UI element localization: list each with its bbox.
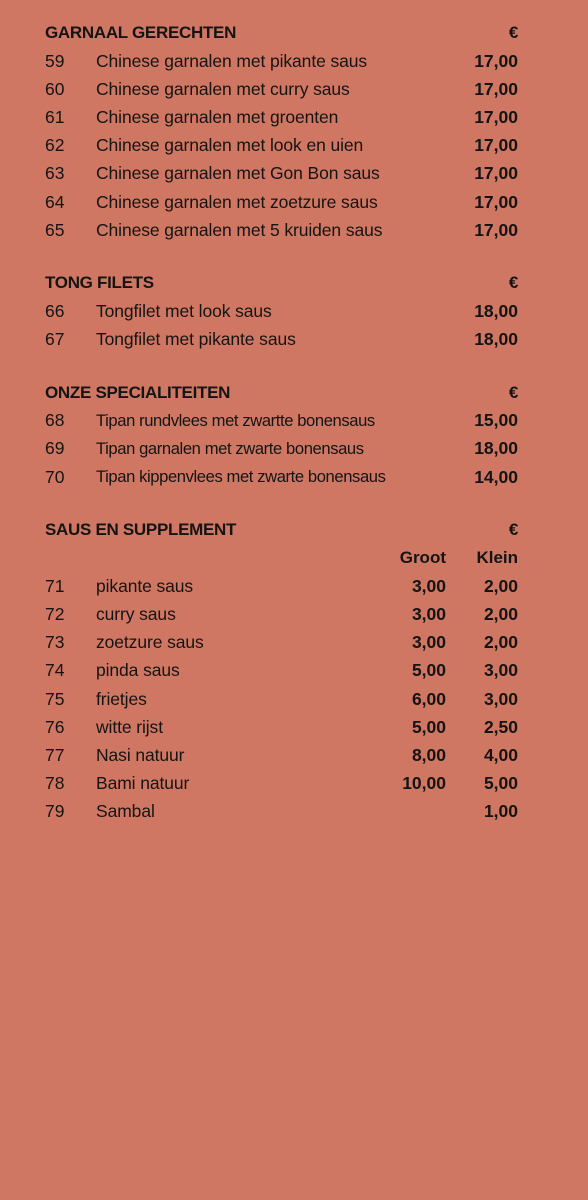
item-name: Chinese garnalen met 5 kruiden saus <box>96 219 383 240</box>
item-name: Tipan garnalen met zwarte bonensaus <box>96 438 364 458</box>
item-name: Sambal <box>96 801 155 822</box>
item-name: pinda saus <box>96 660 180 681</box>
item-name: Chinese garnalen met Gon Bon saus <box>96 163 380 184</box>
column-header-groot: Groot <box>399 548 446 568</box>
item-number: 71 <box>45 575 65 596</box>
supplement-item <box>45 770 518 798</box>
menu-item <box>45 132 518 160</box>
item-name: Chinese garnalen met curry saus <box>96 78 350 99</box>
item-number: 78 <box>45 773 65 794</box>
menu-page <box>45 19 518 851</box>
price-klein: 2,00 <box>483 604 518 625</box>
item-name: pikante saus <box>96 575 194 596</box>
price-groot: 3,00 <box>411 604 446 625</box>
price-klein: 1,00 <box>483 801 518 822</box>
item-name: Bami natuur <box>96 773 190 794</box>
item-name: Chinese garnalen met groenten <box>96 106 339 127</box>
currency-symbol: € <box>508 23 518 42</box>
item-price: 17,00 <box>474 78 518 99</box>
item-number: 79 <box>45 801 65 822</box>
item-name: witte rijst <box>96 716 163 737</box>
price-klein: 3,00 <box>483 688 518 709</box>
section-saus-en-supplement <box>45 516 518 826</box>
item-price: 18,00 <box>474 329 518 350</box>
menu-item <box>45 463 518 491</box>
item-name: frietjes <box>96 688 147 709</box>
price-klein: 2,00 <box>483 632 518 653</box>
price-klein: 2,00 <box>483 575 518 596</box>
supplement-item <box>45 572 518 600</box>
item-name: zoetzure saus <box>96 632 204 653</box>
menu-item <box>45 326 518 354</box>
price-klein: 5,00 <box>483 773 518 794</box>
item-number: 72 <box>45 604 65 625</box>
section-title: GARNAAL GERECHTEN <box>45 23 237 42</box>
price-groot: 5,00 <box>411 660 446 681</box>
item-name: Chinese garnalen met look en uien <box>96 135 364 156</box>
menu-item <box>45 435 518 463</box>
item-number: 77 <box>45 744 65 765</box>
item-name: Tongfilet met pikante saus <box>96 329 296 350</box>
supplement-item <box>45 741 518 769</box>
price-groot: 3,00 <box>411 575 446 596</box>
item-number: 59 <box>45 50 65 71</box>
item-price: 17,00 <box>474 191 518 212</box>
supplement-item <box>45 657 518 685</box>
menu-item <box>45 160 518 188</box>
item-number: 76 <box>45 716 65 737</box>
item-name: Tipan rundvlees met zwartte bonensaus <box>96 410 375 430</box>
item-number: 66 <box>45 300 65 321</box>
section-title: TONG FILETS <box>45 273 154 293</box>
size-column-headers <box>45 544 518 572</box>
item-price: 17,00 <box>474 106 518 127</box>
item-price: 17,00 <box>474 135 518 156</box>
currency-symbol: € <box>508 273 518 293</box>
item-price: 17,00 <box>474 163 518 184</box>
menu-item <box>45 47 518 75</box>
item-price: 18,00 <box>474 300 518 321</box>
price-groot: 6,00 <box>411 688 446 709</box>
menu-item <box>45 75 518 103</box>
item-price: 17,00 <box>474 219 518 240</box>
item-name: Chinese garnalen met zoetzure saus <box>96 191 378 212</box>
item-name: curry saus <box>96 604 176 625</box>
supplement-item <box>45 798 518 826</box>
item-name: Chinese garnalen met pikante saus <box>96 50 368 71</box>
item-number: 68 <box>45 410 65 431</box>
item-number: 75 <box>45 688 65 709</box>
item-number: 65 <box>45 219 65 240</box>
item-name: Tongfilet met look saus <box>96 300 272 321</box>
section-garnaal-gerechten <box>45 19 518 244</box>
menu-item <box>45 188 518 216</box>
currency-symbol: € <box>508 382 518 402</box>
item-name: Nasi natuur <box>96 744 185 765</box>
section-title: SAUS EN SUPPLEMENT <box>45 520 237 540</box>
section-header <box>45 269 518 297</box>
price-groot: 8,00 <box>411 744 446 765</box>
item-price: 14,00 <box>474 466 518 487</box>
supplement-item <box>45 600 518 628</box>
section-header <box>45 19 518 47</box>
item-number: 70 <box>45 466 65 487</box>
item-number: 60 <box>45 78 65 99</box>
column-header-klein: Klein <box>476 548 518 568</box>
supplement-item <box>45 713 518 741</box>
item-number: 64 <box>45 191 65 212</box>
section-header <box>45 379 518 407</box>
item-number: 74 <box>45 660 65 681</box>
item-number: 63 <box>45 163 65 184</box>
item-name: Tipan kippenvlees met zwarte bonensaus <box>96 467 386 487</box>
item-price: 17,00 <box>474 50 518 71</box>
item-number: 67 <box>45 329 65 350</box>
item-number: 73 <box>45 632 65 653</box>
price-klein: 3,00 <box>483 660 518 681</box>
supplement-item <box>45 629 518 657</box>
price-klein: 4,00 <box>483 744 518 765</box>
section-header <box>45 516 518 544</box>
price-groot: 10,00 <box>402 773 446 794</box>
price-groot: 5,00 <box>411 716 446 737</box>
menu-item <box>45 103 518 131</box>
menu-item <box>45 297 518 325</box>
price-klein: 2,50 <box>483 716 518 737</box>
item-number: 62 <box>45 135 65 156</box>
supplement-item <box>45 685 518 713</box>
item-number: 61 <box>45 106 65 127</box>
section-title: ONZE SPECIALITEITEN <box>45 382 231 402</box>
menu-item <box>45 407 518 435</box>
currency-symbol: € <box>508 520 518 540</box>
section-tong-filets <box>45 269 518 353</box>
item-price: 15,00 <box>474 410 518 431</box>
section-onze-specialiteiten <box>45 379 518 492</box>
price-groot: 3,00 <box>411 632 446 653</box>
menu-item <box>45 216 518 244</box>
item-number: 69 <box>45 438 65 459</box>
item-price: 18,00 <box>474 438 518 459</box>
